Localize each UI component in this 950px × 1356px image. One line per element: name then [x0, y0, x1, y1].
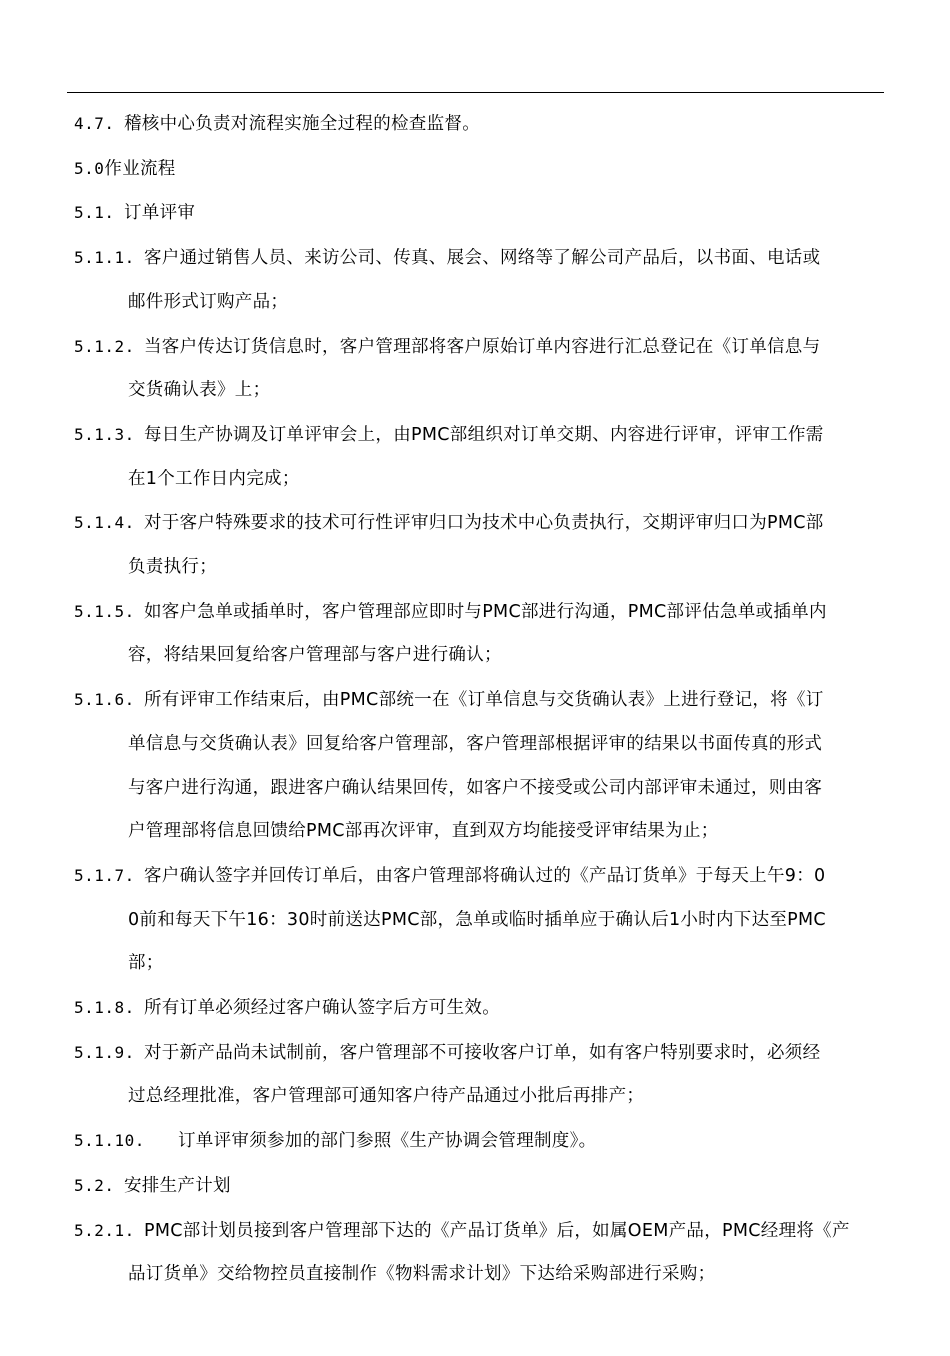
section-number: 5.1.8. — [74, 998, 135, 1018]
para-text: 对于新产品尚未试制前，客户管理部不可接收客户订单，如有客户特别要求时，必须经 — [144, 1042, 821, 1063]
section-number: 5.1.6. — [74, 690, 135, 710]
para-continuation: 0前和每天下午16：30时前送达PMC部，急单或临时插单应于确认后1小时内下达至PMC — [128, 909, 826, 930]
para-text: 所有评审工作结束后，由PMC部统一在《订单信息与交货确认表》上进行登记，将《订 — [144, 690, 824, 711]
para-5-1-6 — [74, 678, 886, 723]
para-continuation: 与客户进行沟通，跟进客户确认结果回传，如客户不接受或公司内部评审未通过，则由客 — [128, 777, 823, 798]
section-number: 5.1.9. — [74, 1042, 135, 1062]
para-continuation: 过总经理批准，客户管理部可通知客户待产品通过小批后再排产； — [128, 1086, 645, 1107]
heading-5-0 — [74, 147, 886, 192]
heading-5-2 — [74, 1164, 886, 1209]
section-number: 5.1.7. — [74, 865, 135, 885]
section-number: 5.1.4. — [74, 513, 135, 533]
para-5-1-9 — [74, 1031, 886, 1076]
para-5-1-5 — [74, 590, 886, 635]
para-text: 对于客户特殊要求的技术可行性评审归口为技术中心负责执行，交期评审归口为PMC部 — [144, 513, 824, 534]
para-5-1-1 — [74, 236, 886, 281]
section-number: 5.2.1. — [74, 1220, 135, 1240]
para-text: 订单评审须参加的部门参照《生产协调会管理制度》。 — [178, 1131, 597, 1152]
section-number: 5.1.10. — [74, 1131, 145, 1151]
header-rule — [67, 92, 884, 93]
para-continuation: 单信息与交货确认表》回复给客户管理部，客户管理部根据评审的结果以书面传真的形式 — [128, 733, 823, 754]
para-5-2-1 — [74, 1209, 886, 1254]
para-text: 当客户传达订货信息时，客户管理部将客户原始订单内容进行汇总登记在《订单信息与 — [144, 336, 821, 357]
para-5-1-7 — [74, 854, 886, 899]
para-continuation: 负责执行； — [128, 557, 217, 578]
para-4-7 — [74, 102, 886, 147]
para-text: 客户通过销售人员、来访公司、传真、展会、网络等了解公司产品后，以书面、电话或 — [144, 248, 821, 269]
section-number: 5.1.1. — [74, 248, 135, 268]
para-text: 每日生产协调及订单评审会上，由PMC部组织对订单交期、内容进行评审，评审工作需 — [144, 424, 824, 445]
document-body — [74, 102, 886, 1297]
section-number: 4.7. — [74, 114, 115, 133]
para-continuation: 户管理部将信息回馈给PMC部再次评审，直到双方均能接受评审结果为止； — [128, 821, 719, 842]
section-number: 5.0 — [74, 158, 105, 178]
para-5-1-2 — [74, 325, 886, 370]
section-number: 5.1.5. — [74, 601, 135, 621]
heading-text: 订单评审 — [124, 203, 196, 224]
para-text: 稽核中心负责对流程实施全过程的检查监督。 — [124, 114, 480, 134]
para-5-1-8 — [74, 986, 886, 1031]
para-continuation: 品订货单》交给物控员直接制作《物料需求计划》下达给采购部进行采购； — [128, 1264, 716, 1285]
para-5-1-10 — [74, 1119, 886, 1164]
para-text: PMC部计划员接到客户管理部下达的《产品订货单》后，如属OEM产品，PMC经理将《产 — [144, 1220, 850, 1241]
section-number: 5.1. — [74, 203, 115, 223]
para-5-1-4 — [74, 501, 886, 546]
para-continuation: 容，将结果回复给客户管理部与客户进行确认； — [128, 645, 502, 666]
heading-text: 作业流程 — [104, 158, 176, 179]
para-continuation: 部； — [128, 953, 164, 974]
section-number: 5.1.3. — [74, 424, 135, 444]
section-number: 5.1.2. — [74, 336, 135, 356]
heading-text: 安排生产计划 — [124, 1175, 231, 1196]
para-text: 客户确认签字并回传订单后，由客户管理部将确认过的《产品订货单》于每天上午9：0 — [144, 865, 826, 886]
para-text: 所有订单必须经过客户确认签字后方可生效。 — [144, 998, 500, 1019]
para-text: 如客户急单或插单时，客户管理部应即时与PMC部进行沟通，PMC部评估急单或插单内 — [144, 601, 827, 622]
para-continuation: 在1个工作日内完成； — [128, 468, 300, 489]
para-continuation: 交货确认表》上； — [128, 380, 271, 401]
section-number: 5.2. — [74, 1175, 115, 1195]
para-continuation: 邮件形式订购产品； — [128, 291, 289, 312]
heading-5-1 — [74, 191, 886, 236]
para-5-1-3 — [74, 413, 886, 458]
